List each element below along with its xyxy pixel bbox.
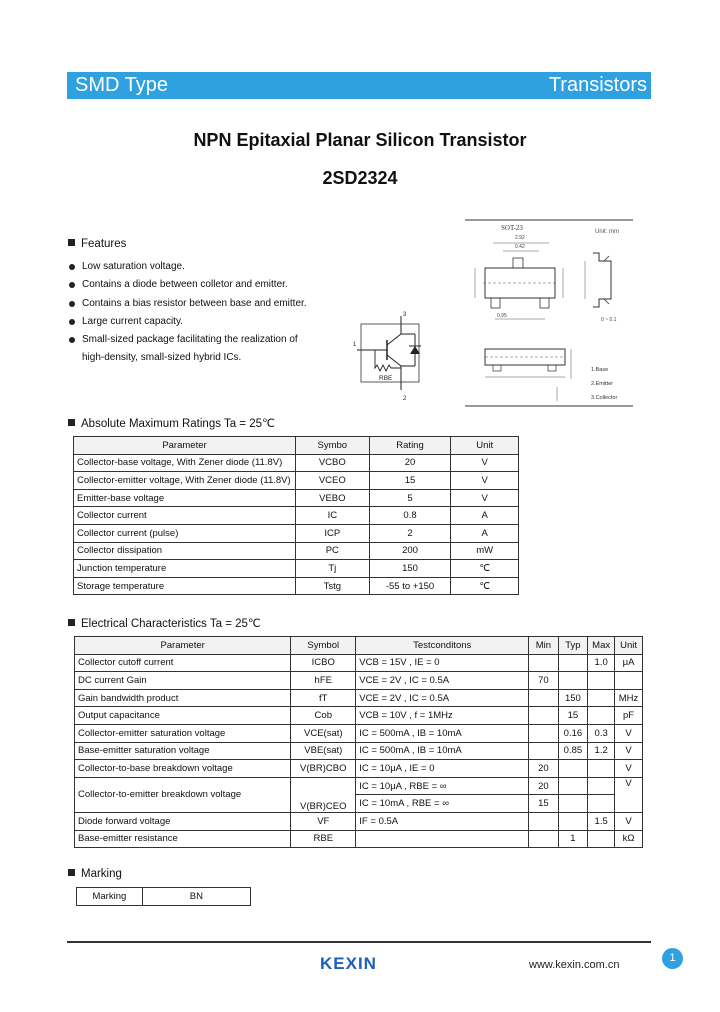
table-row xyxy=(75,672,643,690)
column-header: Max xyxy=(588,637,615,655)
table-cell: ICBO xyxy=(291,654,356,672)
table-cell: PC xyxy=(295,542,369,560)
table-row xyxy=(74,472,519,490)
table-cell: Collector-to-emitter breakdown voltage xyxy=(75,777,291,812)
page-number: 1 xyxy=(662,948,683,969)
table-cell: ℃ xyxy=(451,577,519,595)
svg-text:0.95: 0.95 xyxy=(497,313,507,319)
features-heading: Features xyxy=(68,238,307,250)
table-cell xyxy=(356,830,529,848)
table-cell: IC = 10mA , RBE = ∞ xyxy=(356,795,529,813)
pin-label-2: 2.Emitter xyxy=(591,381,614,387)
bullet-icon xyxy=(69,282,75,288)
table-cell xyxy=(529,707,558,725)
package-unit: Unit: mm xyxy=(595,229,619,235)
table-cell xyxy=(588,830,615,848)
column-header: Min xyxy=(529,637,558,655)
header-category: Transistors xyxy=(548,74,647,96)
table-cell: Base-emitter resistance xyxy=(75,830,291,848)
table-cell: 20 xyxy=(529,760,558,778)
table-cell: ℃ xyxy=(451,560,519,578)
marking-table xyxy=(76,887,251,906)
column-header: Unit xyxy=(451,437,519,455)
feature-item xyxy=(68,276,307,294)
feature-item xyxy=(68,258,307,276)
table-cell: IC xyxy=(295,507,369,525)
table-cell: Output capacitance xyxy=(75,707,291,725)
table-cell: VCE = 2V , IC = 0.5A xyxy=(356,689,529,707)
table-cell xyxy=(529,724,558,742)
table-cell: MHz xyxy=(615,689,643,707)
table-cell: 1.2 xyxy=(588,742,615,760)
column-header: Rating xyxy=(369,437,451,455)
table-cell xyxy=(529,742,558,760)
collector-pin-label: 3 xyxy=(403,312,407,318)
table-row xyxy=(75,724,643,742)
amr-table xyxy=(73,436,519,595)
marking-label: Marking xyxy=(77,888,143,906)
table-cell: IC = 500mA , IB = 10mA xyxy=(356,742,529,760)
package-outline-drawing xyxy=(463,219,634,407)
column-header: Parameter xyxy=(74,437,296,455)
package-name: SOT-23 xyxy=(501,224,523,232)
table-cell: V(BR)CBO xyxy=(291,760,356,778)
table-row xyxy=(74,524,519,542)
table-cell: 0.85 xyxy=(558,742,588,760)
table-cell: V xyxy=(451,489,519,507)
table-cell: Cob xyxy=(291,707,356,725)
table-cell: 15 xyxy=(558,707,588,725)
column-header: Symbol xyxy=(291,637,356,655)
kexin-logo: KEXIN xyxy=(320,954,377,973)
table-row xyxy=(75,742,643,760)
table-cell: Collector-emitter saturation voltage xyxy=(75,724,291,742)
table-cell xyxy=(529,812,558,830)
table-cell: VCEO xyxy=(295,472,369,490)
table-cell: V xyxy=(615,724,643,742)
ec-heading: Electrical Characteristics Ta = 25℃ xyxy=(68,616,261,630)
table-row xyxy=(74,454,519,472)
table-cell: Base-emitter saturation voltage xyxy=(75,742,291,760)
feature-text: Contains a bias resistor between base and emitter. xyxy=(82,297,307,309)
table-cell xyxy=(558,777,588,795)
table-cell: VCB = 15V , IE = 0 xyxy=(356,654,529,672)
feature-item-continuation: high-density, small-sized hybrid ICs. xyxy=(82,352,242,364)
table-cell: 20 xyxy=(529,777,558,795)
table-cell: DC current Gain xyxy=(75,672,291,690)
table-cell: 1.5 xyxy=(588,812,615,830)
table-cell xyxy=(558,795,588,813)
bullet-icon xyxy=(69,337,75,343)
feature-item xyxy=(68,295,307,313)
table-cell: Collector-base voltage, With Zener diode (11.8V) xyxy=(74,454,296,472)
emitter-pin-label: 2 xyxy=(403,396,407,402)
table-row xyxy=(74,560,519,578)
table-cell xyxy=(558,654,588,672)
svg-text:0 ~ 0.1: 0 ~ 0.1 xyxy=(601,317,617,323)
svg-text:0.42: 0.42 xyxy=(515,244,525,250)
table-cell: Collector current (pulse) xyxy=(74,524,296,542)
table-cell: 150 xyxy=(369,560,451,578)
ec-table xyxy=(74,636,643,848)
table-cell: V xyxy=(615,742,643,760)
table-cell: V xyxy=(451,472,519,490)
table-cell: μA xyxy=(615,654,643,672)
table-row xyxy=(75,830,643,848)
table-cell xyxy=(529,830,558,848)
table-cell: ICP xyxy=(295,524,369,542)
feature-text: Contains a diode between colletor and emitter. xyxy=(82,279,288,291)
table-cell: Collector dissipation xyxy=(74,542,296,560)
pin-label-1: 1.Base xyxy=(591,367,609,373)
table-cell: Emitter-base voltage xyxy=(74,489,296,507)
bullet-icon xyxy=(69,319,75,325)
table-cell xyxy=(558,672,588,690)
table-cell xyxy=(529,689,558,707)
feature-text: Large current capacity. xyxy=(82,315,183,327)
bullet-icon xyxy=(69,301,75,307)
table-cell xyxy=(588,672,615,690)
table-cell: 2 xyxy=(369,524,451,542)
table-row xyxy=(75,689,643,707)
table-cell: VBE(sat) xyxy=(291,742,356,760)
feature-item xyxy=(68,313,307,331)
table-cell: 15 xyxy=(369,472,451,490)
table-cell xyxy=(588,707,615,725)
footer-divider xyxy=(67,941,651,943)
marking-heading: Marking xyxy=(68,868,122,880)
table-cell: mW xyxy=(451,542,519,560)
table-row xyxy=(74,507,519,525)
table-row xyxy=(75,760,643,778)
table-cell: 1 xyxy=(558,830,588,848)
table-cell: VEBO xyxy=(295,489,369,507)
table-cell: 20 xyxy=(369,454,451,472)
table-cell: V xyxy=(451,454,519,472)
table-cell: fT xyxy=(291,689,356,707)
table-cell: V xyxy=(615,812,643,830)
table-cell: -55 to +150 xyxy=(369,577,451,595)
table-cell: Tstg xyxy=(295,577,369,595)
table-cell: IC = 10μA , IE = 0 xyxy=(356,760,529,778)
column-header: Unit xyxy=(615,637,643,655)
table-cell: kΩ xyxy=(615,830,643,848)
table-cell: Diode forward voltage xyxy=(75,812,291,830)
table-cell: VCBO xyxy=(295,454,369,472)
table-cell xyxy=(588,777,615,795)
features-list xyxy=(68,258,307,368)
table-cell: Storage temperature xyxy=(74,577,296,595)
table-cell: Collector-emitter voltage, With Zener diode (11.8V) xyxy=(74,472,296,490)
table-cell: hFE xyxy=(291,672,356,690)
header-type: SMD Type xyxy=(75,74,168,96)
table-cell: 1.0 xyxy=(588,654,615,672)
table-cell: 70 xyxy=(529,672,558,690)
column-header: Typ xyxy=(558,637,588,655)
feature-item xyxy=(68,331,307,349)
table-cell: VCB = 10V , f = 1MHz xyxy=(356,707,529,725)
features-section xyxy=(68,238,307,368)
table-cell xyxy=(529,654,558,672)
table-cell: Collector-to-base breakdown voltage xyxy=(75,760,291,778)
document-title: NPN Epitaxial Planar Silicon Transistor xyxy=(193,130,527,150)
table-cell xyxy=(558,812,588,830)
table-cell: A xyxy=(451,524,519,542)
feature-text: Low saturation voltage. xyxy=(82,261,185,272)
table-cell: 0.16 xyxy=(558,724,588,742)
table-cell: 15 xyxy=(529,795,558,813)
rbe-label: RBE xyxy=(379,375,393,382)
table-cell: A xyxy=(451,507,519,525)
table-cell: VF xyxy=(291,812,356,830)
feature-text: Small-sized package facilitating the realization of xyxy=(82,334,298,346)
table-cell xyxy=(588,795,615,813)
base-pin-label: 1 xyxy=(353,342,357,348)
table-row xyxy=(75,812,643,830)
table-cell: VCE = 2V , IC = 0.5A xyxy=(356,672,529,690)
table-cell xyxy=(615,672,643,690)
table-cell: Collector cutoff current xyxy=(75,654,291,672)
ec-header-row xyxy=(75,637,643,655)
table-cell: V xyxy=(615,760,643,778)
table-cell: 200 xyxy=(369,542,451,560)
table-row xyxy=(74,489,519,507)
table-cell: 5 xyxy=(369,489,451,507)
table-cell: V xyxy=(615,777,643,812)
equivalent-circuit-diagram xyxy=(349,310,434,402)
table-cell: V(BR)CEO xyxy=(291,777,356,812)
table-row xyxy=(74,577,519,595)
bullet-icon xyxy=(69,264,75,270)
table-cell xyxy=(558,760,588,778)
table-cell xyxy=(588,689,615,707)
marking-row xyxy=(77,888,251,906)
table-cell xyxy=(588,760,615,778)
amr-heading: Absolute Maximum Ratings Ta = 25℃ xyxy=(68,416,275,430)
column-header: Testconditons xyxy=(356,637,529,655)
table-row xyxy=(74,542,519,560)
table-cell: IC = 500mA , IB = 10mA xyxy=(356,724,529,742)
table-cell: 0.8 xyxy=(369,507,451,525)
table-cell: Collector current xyxy=(74,507,296,525)
table-row xyxy=(75,654,643,672)
table-row xyxy=(75,707,643,725)
amr-header-row xyxy=(74,437,519,455)
table-cell: 150 xyxy=(558,689,588,707)
svg-text:2.92: 2.92 xyxy=(515,235,525,241)
footer-url[interactable]: www.kexin.com.cn xyxy=(529,959,620,971)
header-banner xyxy=(67,72,651,99)
table-cell: Gain bandwidth product xyxy=(75,689,291,707)
pin-label-3: 3.Collector xyxy=(591,395,618,401)
table-cell: pF xyxy=(615,707,643,725)
table-cell: RBE xyxy=(291,830,356,848)
table-row xyxy=(75,777,643,795)
table-cell: IC = 10μA , RBE = ∞ xyxy=(356,777,529,795)
marking-value: BN xyxy=(142,888,250,906)
column-header: Parameter xyxy=(75,637,291,655)
table-cell: 0.3 xyxy=(588,724,615,742)
table-cell: Tj xyxy=(295,560,369,578)
table-cell: IF = 0.5A xyxy=(356,812,529,830)
table-cell: VCE(sat) xyxy=(291,724,356,742)
column-header: Symbo xyxy=(295,437,369,455)
table-cell: Junction temperature xyxy=(74,560,296,578)
part-number: 2SD2324 xyxy=(322,168,398,188)
